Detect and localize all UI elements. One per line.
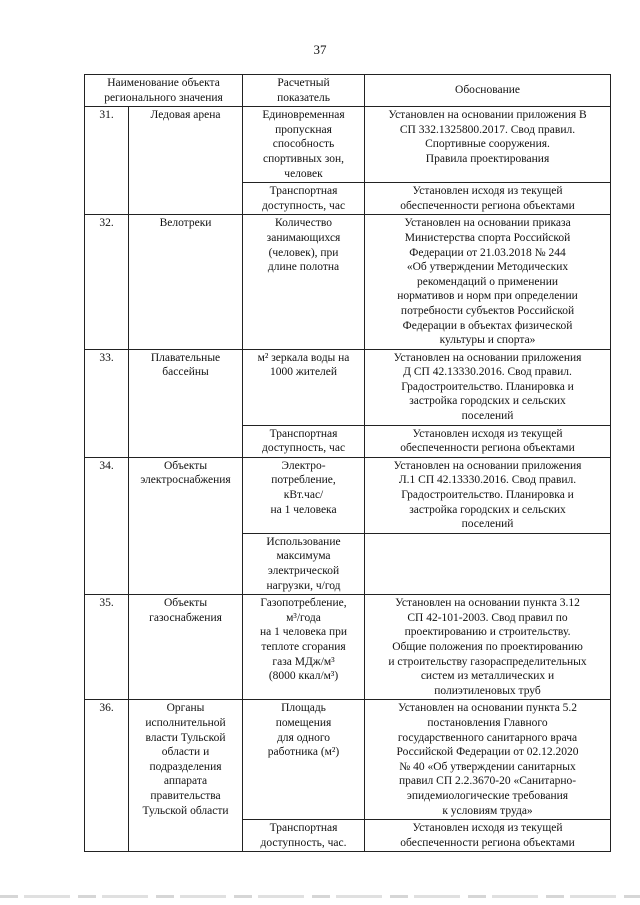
scan-artifact-line xyxy=(0,895,640,898)
header-object-name: Наименование объекта регионального значения xyxy=(85,75,243,107)
basis-cell: Установлен исходя из текущей обеспеченности региона объектами xyxy=(365,820,611,852)
indicator-cell: Площадь помещения для одного работника (м²) xyxy=(243,700,365,820)
object-name: Ледовая арена xyxy=(129,107,243,215)
header-basis: Обоснование xyxy=(365,75,611,107)
table-header-row xyxy=(85,75,611,107)
page-number: 37 xyxy=(313,42,327,57)
object-name: Объекты электроснабжения xyxy=(129,457,243,594)
object-name: Велотреки xyxy=(129,215,243,349)
basis-cell: Установлен исходя из текущей обеспеченности региона объектами xyxy=(365,183,611,215)
row-number: 32. xyxy=(85,215,129,349)
basis-cell: Установлен исходя из текущей обеспеченности региона объектами xyxy=(365,425,611,457)
header-indicator: Расчетный показатель xyxy=(243,75,365,107)
basis-cell: Установлен на основании пункта 5.2 постановления Главного государственного санитарного врача Российской Федерации от 02.12.2020 № 40 «Об утверждении санитарных правил СП 2.2.3670-20 «Санитарно- эпидемиологические требования к условиям труда» xyxy=(365,700,611,820)
object-name: Плавательные бассейны xyxy=(129,349,243,457)
indicator-cell: Транспортная доступность, час xyxy=(243,183,365,215)
basis-cell: Установлен на основании приложения В СП 332.1325800.2017. Свод правил. Спортивные сооружения. Правила проектирования xyxy=(365,107,611,183)
table-row xyxy=(85,349,611,425)
indicator-cell: Единовременная пропускная способность спортивных зон, человек xyxy=(243,107,365,183)
object-name: Объекты газоснабжения xyxy=(129,595,243,700)
table-row xyxy=(85,457,611,533)
row-number: 34. xyxy=(85,457,129,594)
indicator-cell: Использование максимума электрической нагрузки, ч/год xyxy=(243,533,365,594)
standards-table xyxy=(84,74,611,852)
basis-cell: Установлен на основании пункта 3.12 СП 42-101-2003. Свод правил по проектированию и строительству. Общие положения по проектированию и строительству газораспределительных систем из металлических и полиэтиленовых труб xyxy=(365,595,611,700)
table-body xyxy=(85,107,611,852)
basis-cell: Установлен на основании приказа Министерства спорта Российской Федерации от 21.03.2018 № 244 «Об утверждении Методических рекомендаций о применении нормативов и норм при определении потребности субъектов Российской Федерации в объектах физической культуры и спорта» xyxy=(365,215,611,349)
row-number: 31. xyxy=(85,107,129,215)
indicator-cell: Транспортная доступность, час. xyxy=(243,820,365,852)
indicator-cell: Электро- потребление, кВт.час/ на 1 человека xyxy=(243,457,365,533)
basis-cell xyxy=(365,533,611,594)
object-name: Органы исполнительной власти Тульской области и подразделения аппарата правительства Тульской области xyxy=(129,700,243,852)
row-number: 33. xyxy=(85,349,129,457)
table-row xyxy=(85,700,611,820)
table-row xyxy=(85,215,611,349)
table-row xyxy=(85,595,611,700)
row-number: 36. xyxy=(85,700,129,852)
basis-cell: Установлен на основании приложения Л.1 СП 42.13330.2016. Свод правил. Градостроительство. Планировка и застройка городских и сельских поселений xyxy=(365,457,611,533)
row-number: 35. xyxy=(85,595,129,700)
indicator-cell: м² зеркала воды на 1000 жителей xyxy=(243,349,365,425)
indicator-cell: Количество занимающихся (человек), при длине полотна xyxy=(243,215,365,349)
table-row xyxy=(85,107,611,183)
indicator-cell: Транспортная доступность, час xyxy=(243,425,365,457)
indicator-cell: Газопотребление, м³/года на 1 человека при теплоте сгорания газа МДж/м³ (8000 ккал/м³) xyxy=(243,595,365,700)
basis-cell: Установлен на основании приложения Д СП 42.13330.2016. Свод правил. Градостроительство. Планировка и застройка городских и сельских поселений xyxy=(365,349,611,425)
